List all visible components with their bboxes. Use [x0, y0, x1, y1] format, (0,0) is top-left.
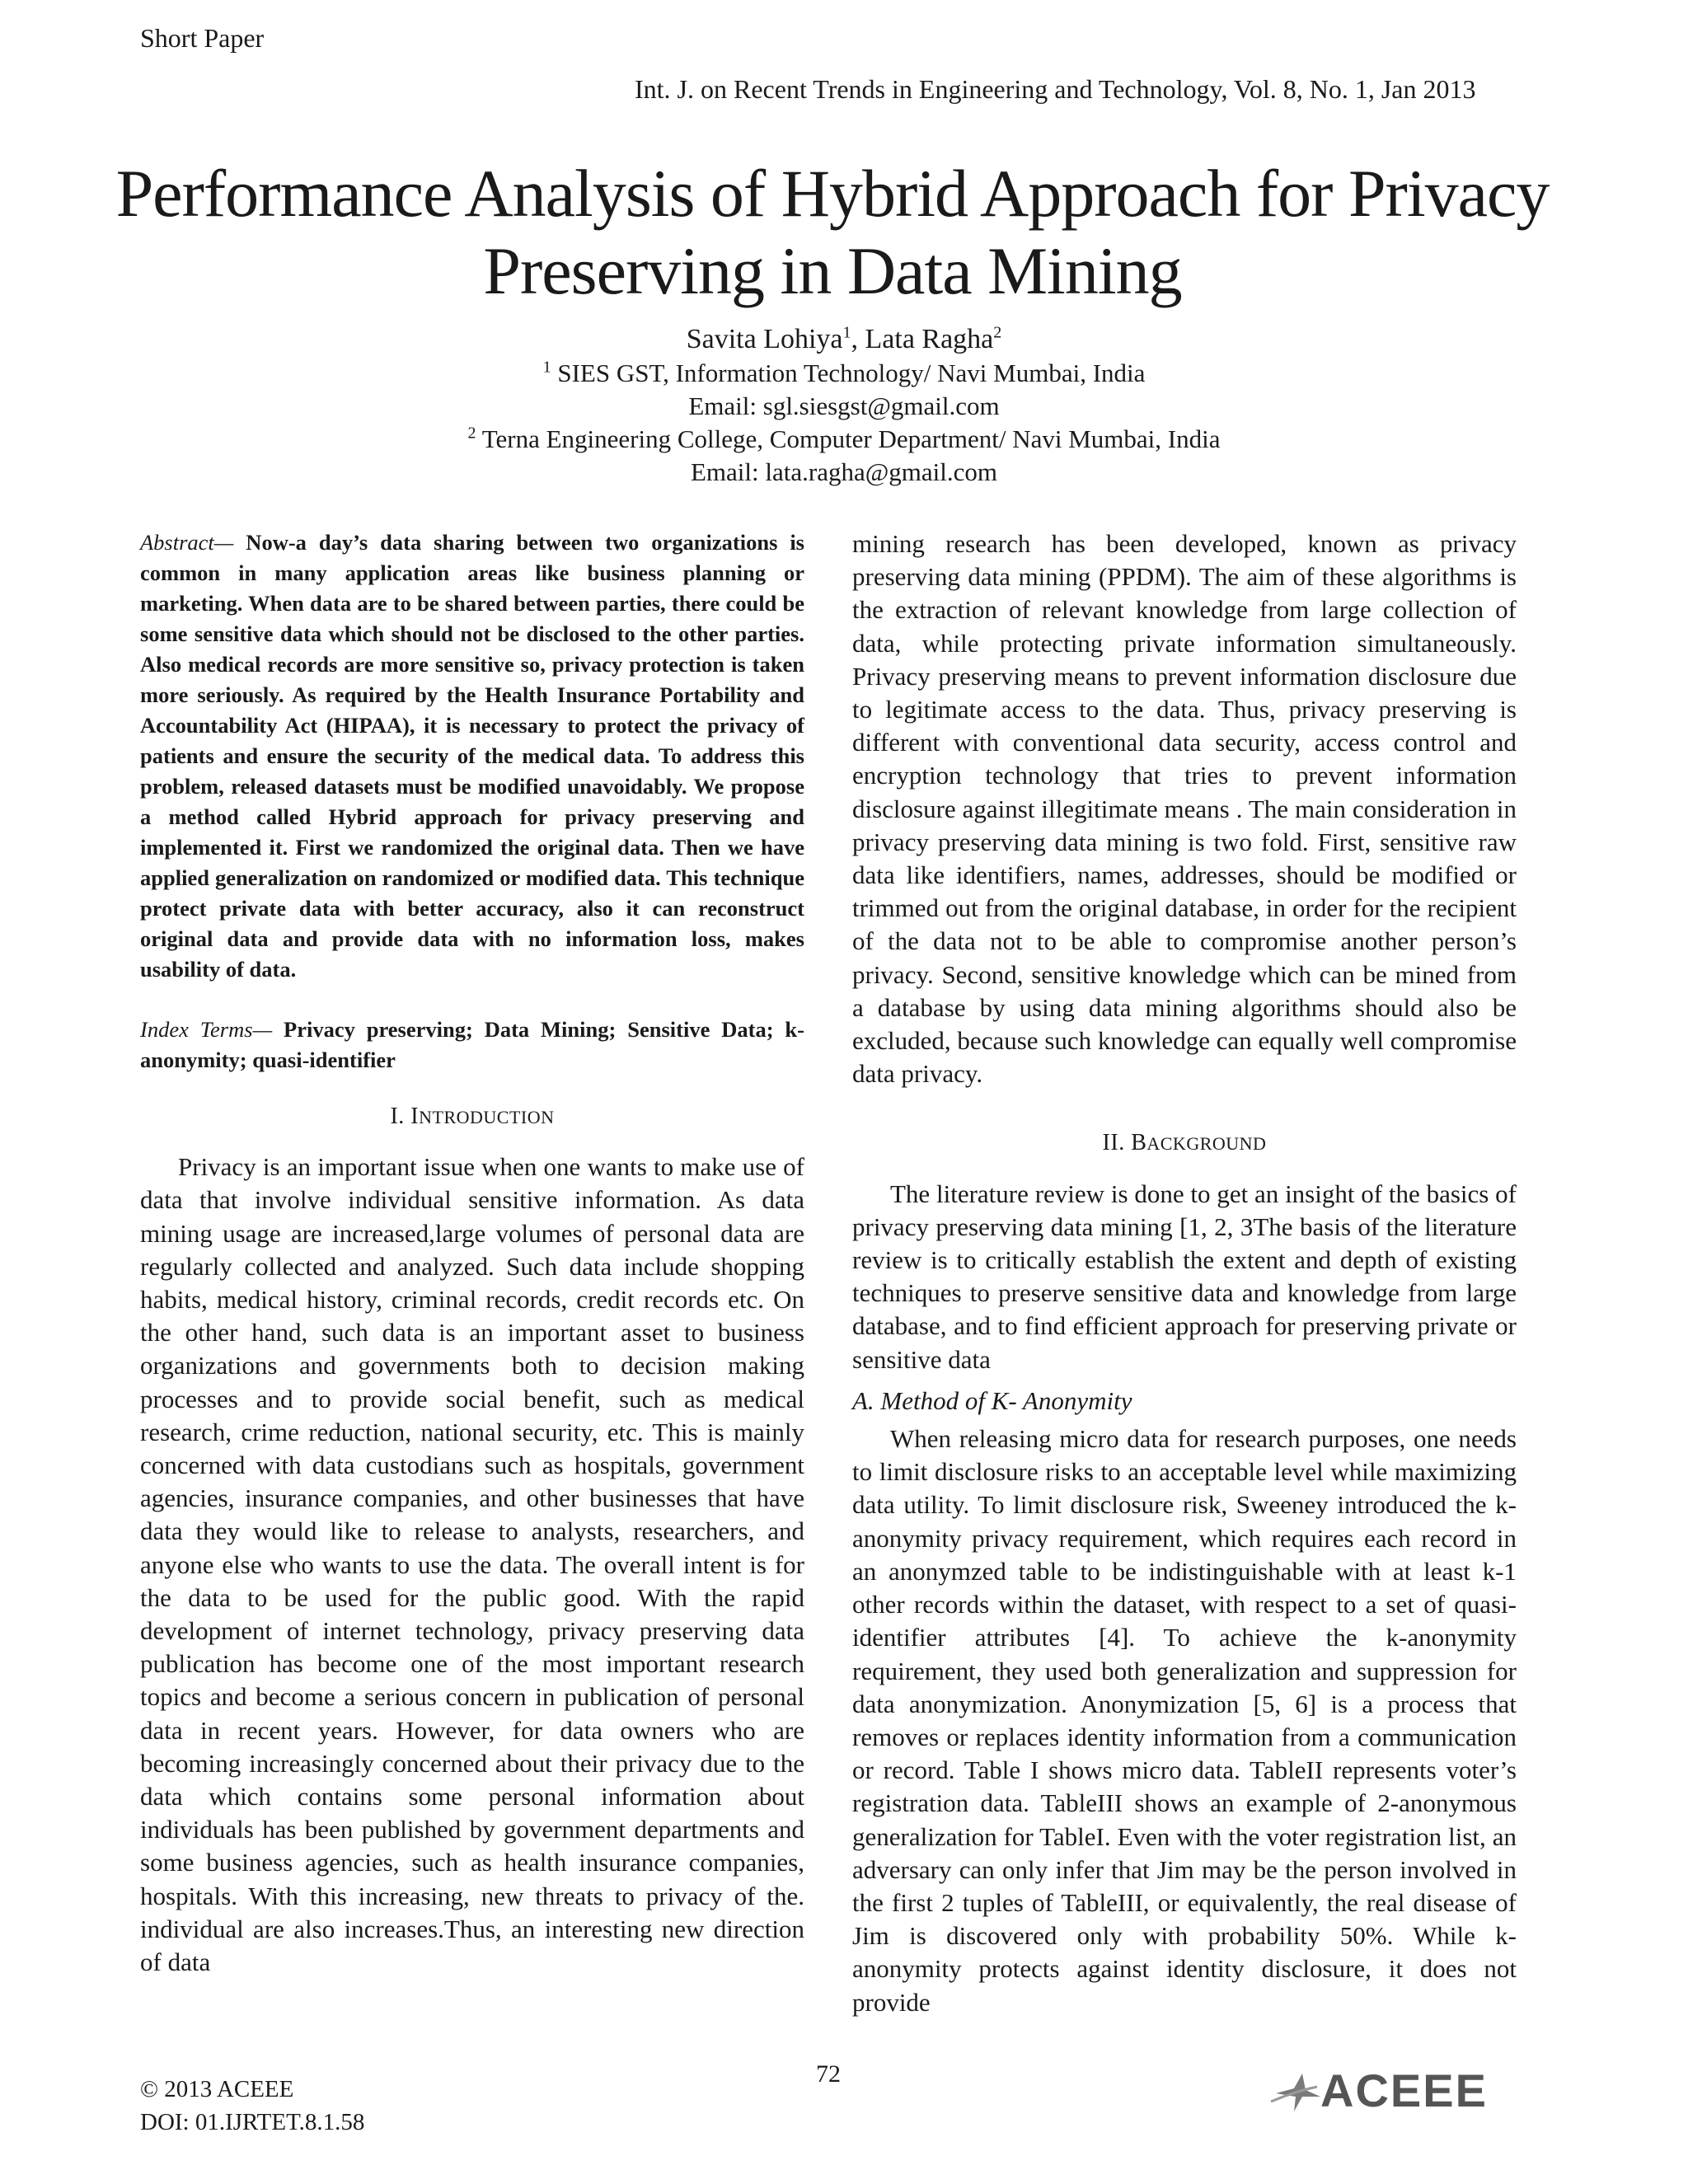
section-heading-introduction: I. INTRODUCTION [390, 1104, 555, 1129]
affiliation-marker: 2 [467, 424, 476, 443]
introduction-continuation: mining research has been developed, known as privacy preserving data mining (PPDM). The aim of these algorithms is the extraction of relevant knowledge from large collection of data, while protecting private information simultaneously. Privacy preserving means to prevent information disclosure due to legitimate access to the data. Thus, privacy preserving is different with conventional data security, access control and encryption technology that tries to prevent information disclosure against illegitimate means . The main consideration in privacy preserving data mining is two fold. First, sensitive raw data like identifiers, names, addresses, should be modified or trimmed out from the original database, in order for the recipient of the data not to be able to compromise another person’s privacy. Second, sensitive knowledge which can be mined from a database by using data mining algorithms should also be excluded, because such knowledge can equally well compromise data privacy. [852, 529, 1517, 1089]
abstract [140, 527, 804, 985]
author-separator: , [851, 324, 865, 354]
author-name: Savita Lohiya [686, 324, 843, 354]
running-header-label: Short Paper [140, 23, 265, 53]
k-anonymity-paragraph: When releasing micro data for research purposes, one needs to limit disclosure risks to an acceptable level while maximizing data utility. To limit disclosure risk, Sweeney introduced the k-anonymity privacy requirement, which requires each record in an anonymzed table to be indistinguishable with at least k-1 other records within the dataset, with respect to a set of quasi-identifier attributes [4]. To achieve the k-anonymity requirement, they used both generalization and suppression for data anonymization. Anonymization [5, 6] is a process that removes or replaces identity information from a communication or record. Table I shows micro data. TableII represents voter’s registration data. TableIII shows an example of 2-anonymous generalization for TableI. Even with the voter registration list, an adversary can only infer that Jim may be the person involved in the first 2 tuples of TableIII, or equivalently, the real disease of Jim is discovered only with probability 50%. While k-anonymity protects against identity disclosure, it does not provide [852, 1424, 1517, 2017]
abstract-label: Abstract— [140, 530, 234, 555]
affiliation-text: SIES GST, Information Technology/ Navi Mumbai, India [551, 359, 1146, 387]
copyright-text: © 2013 ACEEE [140, 2076, 294, 2102]
affiliation-marker: 1 [542, 358, 551, 377]
author-line [0, 323, 1688, 356]
index-terms-text: Privacy preserving; Data Mining; Sensitive Data; k-anonymity; quasi-identifier [140, 1017, 804, 1072]
background-paragraph: The literature review is done to get an insight of the basics of privacy preserving data mining [1, 2, 3The basis of the literature review is to critically establish the extent and depth of existing techniques to preserve sensitive data and knowledge from large database, and to find efficient approach for preserving private or sensitive data [852, 1179, 1517, 1374]
index-terms-label: Index Terms— [140, 1017, 273, 1042]
affiliation [0, 357, 1688, 390]
abstract-text: Now-a day’s data sharing between two organizations is common in many application areas like business planning or marketing. When data are to be shared between parties, there could be some sensitive data which should not be disclosed to the other parties. Also medical records are more sensitive so, privacy protection is taken more seriously. As required by the Health Insurance Portability and Accountability Act (HIPAA), it is necessary to protect the privacy of patients and ensure the security of the medical data. To address this problem, released datasets must be modified unavoidably. We propose a method called Hybrid approach for privacy preserving and implemented it. First we randomized the original data. Then we have applied generalization on randomized or modified data. This technique protect private data with better accuracy, also it can reconstruct original data and provide data with no information loss, makes usability of data. [140, 530, 804, 982]
left-column [140, 527, 804, 1979]
author-email: Email: sgl.siesgst@gmail.com [688, 391, 1000, 420]
section-heading-background: II. BACKGROUND [1102, 1130, 1267, 1156]
logo-text: ACEEE [1320, 2064, 1488, 2116]
author-email: Email: lata.ragha@gmail.com [691, 457, 997, 486]
footer-copyright [140, 2073, 364, 2139]
author-name: Lata Ragha [865, 324, 994, 354]
affiliation-marker: 2 [993, 323, 1002, 342]
page-number: 72 [816, 2060, 841, 2088]
affiliation-marker: 1 [842, 323, 851, 342]
aceee-logo [1269, 2064, 1517, 2116]
index-terms [140, 1015, 804, 1076]
subsection-heading-k-anonymity: A. Method of K- Anonymity [852, 1385, 1132, 1415]
introduction-paragraph: Privacy is an important issue when one wants to make use of data that involve individual sensitive information. As data mining usage are increased,large volumes of personal data are regularly collected and analyzed. Such data include shopping habits, medical history, criminal records, credit records etc. On the other hand, such data is an important asset to business organizations and governments both to decision making processes and to provide social benefit, such as medical research, crime reduction, national security, etc. This is mainly concerned with data custodians such as hospitals, government agencies, insurance companies, and other businesses that have data they would like to release to analysts, researchers, and anyone else who wants to use the data. The overall intent is for the data to be used for the public good. With the rapid development of internet technology, privacy preserving data publication has become one of the most important research topics and become a serious concern in publication of personal data in recent years. However, for data owners who are becoming increasingly concerned about their privacy due to the data which contains some personal information about individuals has been published by government departments and some business agencies, such as health insurance companies, hospitals. With this increasing, new threats to privacy of the. individual are also increases.Thus, an interesting new direction of data [140, 1152, 804, 1977]
right-column [852, 527, 1517, 2019]
affiliation [0, 423, 1688, 456]
journal-citation: Int. J. on Recent Trends in Engineering and Technology, Vol. 8, No. 1, Jan 2013 [635, 74, 1476, 104]
doi-text: DOI: 01.IJRTET.8.1.58 [140, 2109, 365, 2135]
paper-title: Performance Analysis of Hybrid Approach for Privacy Preserving in Data Mining [115, 156, 1550, 308]
affiliation-text: Terna Engineering College, Computer Department/ Navi Mumbai, India [476, 424, 1221, 453]
